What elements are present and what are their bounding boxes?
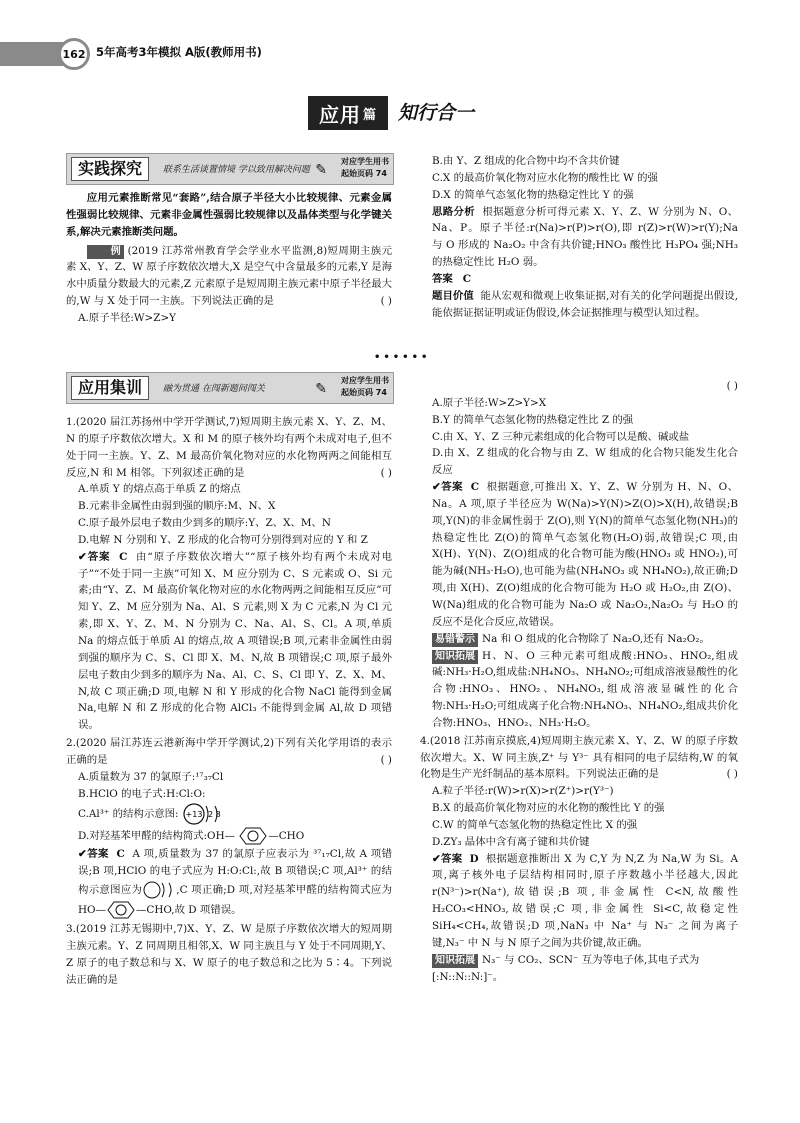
q4-explain: 根据题意推断出 X 为 C,Y 为 N,Z 为 Na,W 为 Si。A 项,离子核外电子层结构相同时,原子序数越小半径越大,因此 r(N³⁻)>r(Na⁺),故错误;B 项,非金属性 C<N,故酸性 H₂CO₃<HNO₃,故错误;C 项,非金属性 Si<C,故稳定性 SiH₄<CH₄,故错误;D 项,NaN₃ 中 Na⁺ 与 N₃⁻ 之间为离子键,N₃⁻ 中 N 与 N 原子之间为共价键,故正确。	[432, 852, 739, 949]
banner-block	[308, 96, 388, 130]
q4-extension-text: N₃⁻ 与 CO₂、SCN⁻ 互为等电子体,其电子式为	[482, 953, 700, 966]
q2-option-d-tail: —CHO	[268, 830, 305, 843]
q3-answer-label: 答案	[440, 481, 464, 494]
q1-paren: ( )	[380, 466, 392, 479]
q3-warning-text: Na 和 O 组成的化合物除了 Na₂O,还有 Na₂O₂。	[482, 632, 710, 645]
example-option-d: D.X 的简单气态氢化物的热稳定性比 Y 的强	[432, 188, 634, 201]
q2-option-b: B.HClO 的电子式:H:Cl:O:	[78, 787, 206, 800]
page-number: 162	[58, 38, 90, 70]
q4-answer-label: 答案	[440, 852, 463, 865]
example-answer	[420, 271, 738, 288]
q4-option-d: D.ZY₃ 晶体中含有离子键和共价键	[432, 835, 590, 848]
q2-answer-label: 答案	[86, 848, 109, 861]
check-icon: ✔	[432, 481, 441, 494]
q2-answer-value: C	[116, 848, 125, 861]
q4-extension-label: 知识拓展	[432, 954, 478, 968]
q1-answer	[66, 549, 392, 734]
q1-stem-text: 1.(2020 届江苏扬州中学开学测试,7)短周期主族元素 X、Y、Z、M、N 的原子序数依次增大。X 和 M 的原子核外均有两个未成对电子,但不处于同一主族。Y、Z、M 最高价氧化物对应的水化物两两之间能相互反应,N 和 M 相邻。下列叙述正确的是	[66, 416, 392, 479]
applied-slogan: 融为贯通 在闯新题间闯关	[163, 384, 265, 394]
q3-option-c: C.由 X、Y、Z 三种元素组成的化合物可以是酸、碱或盐	[432, 430, 690, 443]
q2-option-c-text: C.Al³⁺ 的结构示意图:	[78, 808, 179, 821]
q3-extension	[420, 648, 738, 732]
q4-stem	[420, 733, 738, 784]
q2-paren: ( )	[380, 753, 392, 766]
q1-answer-label: 答案	[86, 550, 111, 563]
example-text: (2019 江苏常州教育学会学业水平监测,8)短周期主族元素 X、Y、Z、W 原子序数依次增大,X 是空气中含量最多的元素,Y 是海水中质量分数最大的元素,Z 元素原子是短周期主族元素中原子半径最大的,W 与 X 处于同一主族。下列说法正确的是	[66, 244, 392, 308]
q3-warning	[420, 631, 738, 648]
q3-option-a: A.原子半径:W>Z>Y>X	[432, 396, 547, 409]
benzene-ring-icon	[238, 826, 268, 846]
q4-extension-formula: [:N::N::N:]⁻。	[432, 970, 504, 983]
book-icon: ✎	[315, 381, 327, 397]
applied-header	[66, 372, 394, 404]
applied-title: 应用集训	[71, 376, 149, 400]
banner-main: 应用	[318, 102, 361, 127]
book-title: 5年高考3年模拟 A版(教师用书)	[96, 45, 262, 59]
al-shells: 2 8	[207, 810, 221, 820]
page-header	[0, 34, 800, 74]
al-nucleus: +13	[185, 810, 203, 820]
q4-extension	[420, 952, 738, 969]
q3-extension-text: H、N、O 三种元素可组成酸:HNO₃、HNO₂,组成碱:NH₃·H₂O,组成盐:NH₄NO₃、NH₄NO₂;可组成溶液显酸性的化合物:HNO₃、HNO₂、NH₄NO₃,组成溶液显碱性的化合物:NH₃·H₂O;可组成离子化合物:NH₄NO₃、NH₄NO₂,组成共价化合物:HNO₃、HNO₂、NH₃·H₂O。	[432, 649, 738, 729]
q2-explain-1: A 项,质量数为 37 的氯原子应表示为 ³⁷₁₇Cl,故 A 项错误;B 项,HClO 的电子式应为 H:O:Cl:,故 B 项错误;C 项,Al³⁺ 的结构示意图应为	[78, 848, 393, 897]
q3-stem: 3.(2019 江苏无锡期中,7)X、Y、Z、W 是原子序数依次增大的短周期主族元素。Y、Z 同周期且相邻,X、W 同主族且与 Y 处于不同周期,Y、Z 原子的电子数总和与 X、W 原子的电子数总和之比为 5∶4。下列说法正确的是	[66, 923, 392, 986]
check-icon: ✔	[78, 550, 87, 563]
q2-explain-2: ,C 项正确;D 项,对羟基苯甲醛的结构简式应为 HO—	[78, 884, 393, 917]
q2-option-d	[66, 826, 392, 846]
q4-option-b: B.X 的最高价氧化物对应的水化物的酸性比 Y 的强	[432, 802, 665, 815]
answer-value: C	[462, 272, 471, 285]
practice-header	[66, 153, 394, 185]
q4-option-c: C.W 的简单气态氢化物的热稳定性比 X 的强	[432, 818, 638, 831]
q1-option-b: B.元素非金属性由弱到强的顺序:M、N、X	[78, 500, 276, 513]
practice-right	[420, 153, 738, 321]
q4-stem-text: 4.(2018 江苏南京摸底,4)短周期主族元素 X、Y、Z、W 的原子序数依次增大。X、W 同主族,Z⁺ 与 Y³⁻ 具有相同的电子层结构,W 的氧化物是生产光纤制品的基本原料。下列说法正确的是	[420, 734, 738, 781]
q1-answer-value: C	[119, 550, 128, 563]
example-label: 例	[87, 245, 124, 259]
question-value	[420, 288, 738, 322]
q4-option-a: A.粒子半径:r(W)>r(X)>r(Z⁺)>r(Y³⁻)	[432, 785, 614, 798]
q3-answer	[420, 479, 738, 631]
check-icon: ✔	[432, 852, 441, 865]
q2-explain-3: —CHO,故 D 项错误。	[135, 904, 242, 917]
q3-paren: ( )	[726, 380, 738, 392]
example-option-c: C.X 的最高价氧化物对应水化物的酸性比 W 的强	[432, 171, 658, 184]
al-ion-structure	[142, 880, 176, 900]
book-icon: ✎	[315, 162, 327, 178]
q4-answer	[420, 851, 738, 952]
q3-option-b: B.Y 的简单气态氢化物的热稳定性比 Z 的强	[432, 413, 634, 426]
analysis	[420, 204, 738, 271]
q2-stem-text: 2.(2020 届江苏连云港新海中学开学测试,2)下列有关化学用语的表示正确的是	[66, 737, 392, 766]
al-ion-structure	[182, 802, 226, 826]
applied-ref: 对应学生用书 起始页码 74	[341, 376, 389, 397]
q4-paren: ( )	[726, 768, 738, 781]
q2-stem	[66, 735, 392, 769]
banner-tagline: 知行合一	[398, 102, 475, 124]
q2-option-d-text: D.对羟基苯甲醛的结构简式:OH—	[78, 830, 236, 843]
value-label: 题目价值	[432, 289, 474, 302]
practice-ref: 对应学生用书 起始页码 74	[341, 157, 389, 178]
benzene-ring-icon	[106, 900, 136, 920]
q2-option-a: A.质量数为 37 的氯原子:¹⁷₃₇Cl	[78, 770, 224, 783]
section-divider: ••••••	[374, 352, 431, 363]
q2-answer	[66, 846, 392, 920]
q1-option-a: A.单质 Y 的熔点高于单质 Z 的熔点	[78, 483, 241, 496]
practice-slogan: 联系生活谈置情境 学以致用解决问题	[163, 165, 310, 175]
answer-label: 答案	[432, 272, 453, 285]
practice-title: 实践探究	[71, 157, 149, 181]
check-icon: ✔	[78, 848, 87, 861]
analysis-label: 思路分析	[432, 205, 475, 218]
q2-option-c	[66, 802, 392, 826]
q3-answer-value: C	[470, 481, 480, 494]
example-option-b: B.由 Y、Z 组成的化合物中均不含共价键	[432, 155, 620, 167]
q1-explain: 由“原子序数依次增大”“原子核外均有两个未成对电子”“不处于同一主族”可知 X、M 应分别为 C、S 元素或 O、Si 元素;由“Y、Z、M 最高价氧化物对应的水化物两两之间能相互反应”可知 Y、Z、M 应分别为 Na、Al、S 元素,则 X 为 C 元素,N 为 Cl 元素,即 X、Y、Z、M、N 分别为 C、Na、Al、S、Cl。A 项,单质 Na 的熔点低于单质 Al 的熔点,故 A 项错误;B 项,元素非金属性由弱到强的顺序为 C、S、Cl 即 X、M、N,故 B 项错误;C 项,原子最外层电子数由少到多的顺序为 Na、Al、C、S、Cl 即 Y、Z、X、M、N,故 C 项正确;D 项,电解 N 和 Y 形成的化合物 NaCl 能得到金属 Na,电解 N 和 Z 形成的化合物 AlCl₃ 不能得到金属 Al,故 D 项错误。	[78, 550, 393, 732]
q1-stem	[66, 414, 392, 481]
q3-option-d: D.由 X、Z 组成的化合物与由 Z、W 组成的化合物只能发生化合反应	[432, 447, 738, 477]
header-bar	[0, 42, 66, 66]
example-question	[66, 243, 392, 310]
q3-extension-label: 知识拓展	[432, 650, 478, 664]
q3-explain: 根据题意,可推出 X、Y、Z、W 分别为 H、N、O、Na。A 项,原子半径应为 W(Na)>Y(N)>Z(O)>X(H),故错误;B 项,Y(N)的非金属性弱于 Z(O),则 Y(N)的简单气态氢化物(NH₃)的热稳定性比 Z(O)的简单气态氢化物(H₂O)弱,故错误;C 项,由 X(H)、Y(N)、Z(O)组成的化合物可能为酸(HNO₃ 或 HNO₂),可能为碱(NH₃·H₂O),也可能为盐(NH₄NO₃ 或 NH₄NO₂),故正确;D 项,由 X(H)、Z(O)组成的化合物可能为 H₂O 或 H₂O₂,由 Z(O)、W(Na)组成的化合物可能为 Na₂O 或 Na₂O₂,Na₂O₂ 与 H₂O 的反应不是化合反应,故错误。	[432, 481, 739, 628]
value-text: 能从宏观和微观上收集证据,对有关的化学问题提出假设,能依据证据证明或证伪假设,体会证据推理与模型认知过程。	[432, 289, 739, 319]
q1-option-c: C.原子最外层电子数由少到多的顺序:Y、Z、X、M、N	[78, 517, 332, 530]
example-option-a: A.原子半径:W>Z>Y	[78, 311, 177, 324]
practice-intro: 应用元素推断常见“套路”,结合原子半径大小比较规律、元素金属性强弱比较规律、元素非金属性强弱比较规律以及晶体类型与化学键关系,解决元素推断类问题。	[66, 192, 392, 238]
banner-sub: 篇	[362, 107, 377, 123]
section-banner	[308, 96, 498, 136]
applied-right	[420, 378, 738, 985]
analysis-text: 根据题意分析可得元素 X、Y、Z、W 分别为 N、O、Na、P。原子半径:r(Na)>r(P)>r(O),即 r(Z)>r(W)>r(Y);Na 与 O 形成的 Na₂O₂ 中含有共价键;HNO₃ 酸性比 H₃PO₄ 强;NH₃ 的热稳定性比 H₂O 弱。	[432, 205, 738, 269]
example-paren: ( )	[380, 295, 392, 308]
q3-warning-label: 易错警示	[432, 633, 478, 647]
applied-left	[66, 414, 392, 988]
q1-option-d: D.电解 N 分别和 Y、Z 形成的化合物可分别得到对应的 Y 和 Z	[78, 533, 368, 546]
practice-left	[66, 190, 392, 327]
q4-answer-value: D	[469, 852, 479, 865]
